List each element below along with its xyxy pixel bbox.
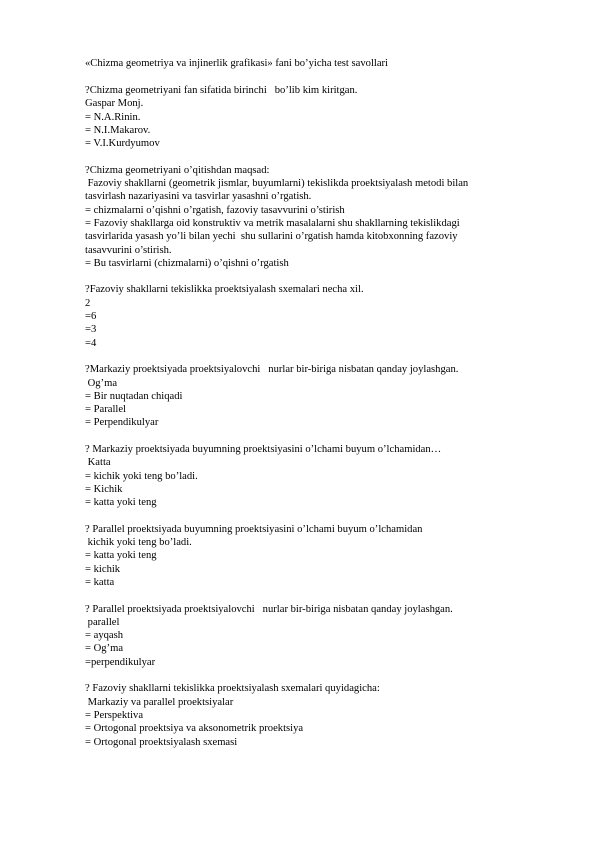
answer-line: = katta yoki teng — [85, 550, 157, 562]
answer-line: = Perpendikulyar — [85, 417, 159, 429]
question-text: ? Parallel proektsiyada buyumning proektsiyasini o’lchami buyum o’lchamidan — [85, 523, 423, 535]
question-text: ?Chizma geometriyani o’qitishdan maqsad: — [85, 164, 270, 176]
answer-line: = Bir nuqtadan chiqadi — [85, 390, 183, 402]
question-text: ? Fazoviy shakllarni tekislikka proektsiyalash sxemalari quyidagicha: — [85, 683, 380, 695]
question-text: ?Markaziy proektsiyada proektsiyalovchi nurlar bir-biriga nisbatan qanday joylashgan. — [85, 364, 459, 376]
answer-line: = N.A.Rinin. — [85, 111, 141, 123]
question-text: ? Markaziy proektsiyada buyumning proektsiyasini o’lchami buyum o’lchamidan… — [85, 444, 442, 456]
answer-line: tasvirlarida yasash yo’li bilan yechi shu sullarini o’rgatish hamda kitobxonning fazoviy — [85, 231, 458, 243]
answer-line: = Ortogonal proektsiya va aksonometrik proektsiya — [85, 723, 304, 735]
answer-line: =perpendikulyar — [85, 656, 156, 668]
question-block — [85, 523, 525, 589]
answer-line: = katta yoki teng — [85, 497, 157, 509]
answer-line: = Parallel — [85, 404, 126, 416]
answer-line: = ayqash — [85, 630, 124, 642]
answer-line: = kichik — [85, 563, 121, 575]
answer-line: =6 — [85, 311, 97, 323]
answer-line: =3 — [85, 324, 97, 336]
answer-line: Fazoviy shakllarni (geometrik jismlar, buyumlarni) tekislikda proektsiyalash metodi bilan — [85, 178, 469, 190]
question-block — [85, 682, 525, 748]
answer-line: = Og’ma — [85, 643, 124, 655]
answer-line: =4 — [85, 337, 97, 349]
question-text: ?Fazoviy shakllarni tekislikka proektsiyalash sxemalari necha xil. — [85, 284, 364, 296]
answer-line: = kichik yoki teng bo’ladi. — [85, 470, 198, 482]
question-list — [85, 84, 525, 762]
answer-line: parallel — [85, 616, 120, 628]
question-text: ? Parallel proektsiyada proektsiyalovchi nurlar bir-biriga nisbatan qanday joylashgan. — [85, 603, 453, 615]
question-block — [85, 443, 525, 509]
question-text: ?Chizma geometriyani fan sifatida birinchi bo’lib kim kiritgan. — [85, 85, 358, 96]
answer-line: Gaspar Monj. — [85, 98, 144, 110]
question-block — [85, 84, 525, 150]
answer-line: Markaziy va parallel proektsiyalar — [85, 696, 234, 708]
answer-line: = V.I.Kurdyumov — [85, 138, 160, 150]
answer-line: = chizmalarni o’qishni o’rgatish, fazoviy tasavvurini o’stirish — [85, 204, 345, 216]
answer-line: = katta — [85, 576, 115, 588]
answer-line: = Bu tasvirlarni (chizmalarni) o’qishni o’rgatish — [85, 257, 289, 269]
answer-line: kichik yoki teng bo’ladi. — [85, 537, 192, 549]
answer-line: Katta — [85, 457, 111, 469]
question-block — [85, 164, 525, 270]
answer-line: = Perspektiva — [85, 709, 144, 721]
answer-line: tasvirlash nazariyasini va tasvirlar yasashni o’rgatish. — [85, 191, 312, 203]
answer-line: = N.I.Makarov. — [85, 124, 151, 136]
answer-line: = Kichik — [85, 483, 123, 495]
question-block — [85, 363, 525, 429]
answer-line: = Ortogonal proektsiyalash sxemasi — [85, 736, 238, 748]
answer-line: = Fazoviy shakllarga oid konstruktiv va metrik masalalarni shu shakllarning tekislikdagi — [85, 217, 460, 229]
question-block — [85, 603, 525, 669]
answer-line: Og’ma — [85, 377, 118, 389]
answer-line: 2 — [85, 297, 91, 309]
document-title: «Chizma geometriya va injinerlik grafikasi» fani bo’yicha test savollari — [85, 58, 389, 69]
question-block — [85, 283, 525, 349]
answer-line: tasavvurini o’stirish. — [85, 244, 172, 256]
